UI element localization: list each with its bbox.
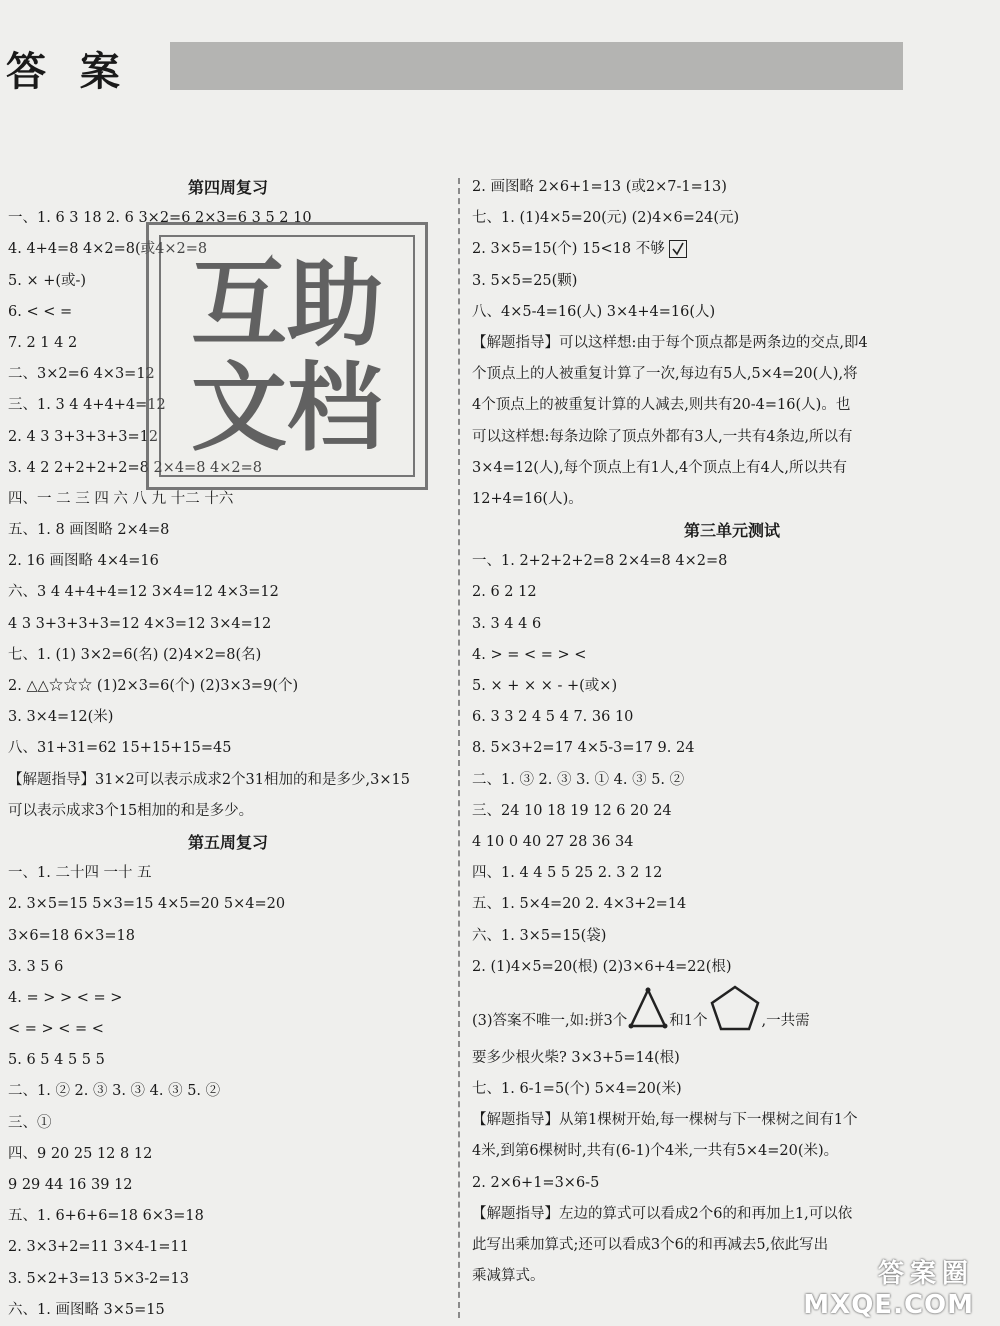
stamp-text-line1: 互助 [191, 248, 383, 360]
answer-line [8, 952, 448, 983]
answer-line [472, 702, 992, 733]
answer-line [472, 733, 992, 764]
answer-line [472, 671, 992, 702]
answer-text: 2. 6 2 12 [472, 584, 537, 601]
answer-line [472, 827, 992, 858]
answer-text: < = > < = < [8, 1021, 104, 1038]
answer-text: 4个顶点上的被重复计算的人减去,则共有20-4=16(人)。也 [472, 397, 851, 414]
answer-line [472, 203, 992, 234]
watermark-url: MXQE.COM [803, 1290, 974, 1320]
answer-text: 4米,到第6棵树时,共有(6-1)个4米,一共有5×4=20(米)。 [472, 1143, 839, 1160]
answer-line [472, 921, 992, 952]
answer-line [8, 733, 448, 764]
answer-line [8, 889, 448, 920]
stamp-watermark [146, 222, 428, 490]
answer-line [472, 328, 992, 359]
answer-line [8, 1232, 448, 1263]
answer-text: 八、4×5-4=16(人) 3×4+4=16(人) [472, 303, 716, 320]
answer-text: 二、1. ③ 2. ③ 3. ① 4. ③ 5. ② [472, 771, 685, 788]
answer-line [472, 1105, 992, 1136]
answer-text: 2. 3×5=15 5×3=15 4×5=20 5×4=20 [8, 896, 286, 913]
answer-line [8, 515, 448, 546]
answer-line [472, 1168, 992, 1199]
answer-line [472, 640, 992, 671]
answer-text: 2. 4 3 3+3+3+3=12 [8, 428, 159, 445]
answer-line [8, 1108, 448, 1139]
answer-text: 七、1. (1) 3×2=6(名) (2)4×2=8(名) [8, 646, 262, 663]
answer-line [472, 266, 992, 297]
pentagon-icon [708, 983, 762, 1059]
answer-text: ,一共需 [761, 1012, 810, 1029]
answer-line [8, 1014, 448, 1045]
column-divider [458, 178, 460, 1318]
answer-text: 第三单元测试 [683, 521, 780, 541]
stamp-text-line2: 文档 [191, 352, 383, 464]
answer-text: 3. 4 2 2+2+2+2=8 2×4=8 4×2=8 [8, 459, 263, 476]
answer-text: 乘减算式。 [472, 1268, 545, 1285]
answer-text: 5. × + × × - +(或×) [472, 678, 618, 694]
answer-line [8, 1076, 448, 1107]
answer-line [8, 609, 448, 640]
answer-text: 2. 画图略 2×6+1=13 (或2×7-1=13) [472, 179, 727, 195]
answer-text: 一、1. 2+2+2+2=8 2×4=8 4×2=8 [472, 553, 728, 570]
answer-text: 六、1. 画图略 3×5=15 [8, 1301, 165, 1318]
answer-line [8, 858, 448, 889]
answer-text: 三、1. 3 4 4+4+4=12 [8, 397, 166, 414]
answer-line [472, 952, 992, 983]
answer-text: 第五周复习 [187, 832, 268, 852]
answer-text: 2. △△☆☆☆ (1)2×3=6(个) (2)3×3=9(个) [8, 678, 299, 694]
answer-text: 4. 4+4=8 4×2=8(或4×2=8 [8, 241, 208, 258]
answer-line [472, 359, 992, 390]
answer-line [472, 889, 992, 920]
answer-line [8, 671, 448, 702]
answer-text: 二、3×2=6 4×3=12 [8, 366, 155, 383]
answer-line [472, 765, 992, 796]
answer-text: 可以这样想:每条边除了顶点外都有3人,一共有4条边,所以有 [472, 428, 853, 445]
answer-text: 可以表示成求3个15相加的和是多少。 [8, 802, 254, 819]
answer-text: 要多少根火柴? 3×3+5=14(根) [472, 1049, 680, 1066]
answer-line [472, 297, 992, 328]
answer-line [8, 983, 448, 1014]
answer-line [8, 1201, 448, 1232]
answer-text: 6. < < = [8, 303, 73, 320]
answer-text: 2. 2×6+1=3×6-5 [472, 1174, 600, 1191]
answer-text: 6. 3 3 2 4 5 4 7. 36 10 [472, 709, 634, 726]
answer-text: 五、1. 8 画图略 2×4=8 [8, 522, 170, 539]
answer-text: 八、31+31=62 15+15+15=45 [8, 740, 232, 757]
answer-text: 【解题指导】从第1棵树开始,每一棵树与下一棵树之间有1个 [472, 1112, 858, 1129]
answer-text: 4 3 3+3+3+3=12 4×3=12 3×4=12 [8, 615, 272, 632]
answer-text: 3. 3 5 6 [8, 958, 64, 975]
answer-text: 4 10 0 40 27 28 36 34 [472, 833, 634, 850]
answer-text: 三、24 10 18 19 12 6 20 24 [472, 802, 672, 819]
answer-text: 个顶点上的人被重复计算了一次,每边有5人,5×4=20(人),将 [472, 366, 858, 383]
answer-line [472, 453, 992, 484]
answer-text: 【解题指导】可以这样想:由于每个顶点都是两条边的交点,即4 [472, 334, 868, 351]
answer-line [472, 1136, 992, 1167]
answer-line [472, 577, 992, 608]
answer-text: 3. 3×4=12(米) [8, 709, 114, 726]
header-bar [170, 42, 903, 90]
site-watermark [803, 1253, 974, 1320]
answer-text: 5. × +(或-) [8, 272, 87, 289]
watermark-logo: 答案圈 [877, 1259, 974, 1289]
answer-text: 二、1. ② 2. ③ 3. ③ 4. ③ 5. ② [8, 1083, 221, 1100]
answer-line [472, 1199, 992, 1230]
answer-text: 七、1. 6-1=5(个) 5×4=20(米) [472, 1081, 682, 1098]
answer-text: 七、1. (1)4×5=20(元) (2)4×6=24(元) [472, 210, 740, 227]
answer-line [8, 1139, 448, 1170]
answer-line [8, 546, 448, 577]
answer-text: 一、1. 二十四 一十 五 [8, 865, 152, 882]
answer-line [472, 422, 992, 453]
answer-text: 9 29 44 16 39 12 [8, 1177, 133, 1193]
answer-text: (3)答案不唯一,如:拼3个 [472, 1012, 628, 1029]
checkmark-icon [669, 240, 687, 258]
answer-text: 8. 5×3+2=17 4×5-3=17 9. 24 [472, 740, 695, 757]
answer-line [8, 1295, 448, 1326]
right-column [472, 172, 992, 1292]
answer-line [472, 609, 992, 640]
answer-line [8, 1045, 448, 1076]
answer-text: 3. 5×2+3=13 5×3-2=13 [8, 1270, 189, 1287]
answer-text: 5. 6 5 4 5 5 5 [8, 1052, 105, 1069]
answer-text: 五、1. 6+6+6=18 6×3=18 [8, 1208, 204, 1225]
answer-text: 【解题指导】31×2可以表示成求2个31相加的和是多少,3×15 [8, 771, 410, 788]
answer-text: 3. 3 4 4 6 [472, 615, 542, 632]
answer-line [472, 546, 992, 577]
answer-text: 四、1. 4 4 5 5 25 2. 3 2 12 [472, 865, 663, 882]
answer-text: 12+4=16(人)。 [472, 490, 583, 507]
answer-text: 一、1. 6 3 18 2. 6 3×2=6 2×3=6 3 5 2 10 [8, 210, 312, 227]
answer-line [472, 172, 992, 203]
answer-text: 五、1. 5×4=20 2. 4×3+2=14 [472, 896, 687, 913]
answer-line [8, 702, 448, 733]
section-title [472, 515, 992, 546]
answer-line [472, 983, 992, 1043]
answer-text: 和1个 [669, 1012, 708, 1029]
section-title [8, 827, 448, 858]
answer-text: 2. 3×3+2=11 3×4-1=11 [8, 1239, 189, 1256]
page-title: 答 案 [6, 49, 130, 95]
answer-line [8, 765, 448, 796]
answer-line [472, 484, 992, 515]
answer-text: 4. > = < = > < [472, 646, 587, 663]
answer-text: 此写出乘加算式;还可以看成3个6的和再减去5,依此写出 [472, 1237, 829, 1253]
answer-line [8, 640, 448, 671]
answer-text: 7. 2 1 4 2 [8, 334, 78, 351]
answer-text: 2. (1)4×5=20(根) (2)3×6+4=22(根) [472, 958, 732, 975]
answer-text: 第四周复习 [187, 178, 268, 197]
answer-text: 【解题指导】左边的算式可以看成2个6的和再加上1,可以依 [472, 1205, 853, 1222]
answer-text: 三、① [8, 1114, 52, 1131]
answer-line [8, 1170, 448, 1201]
answer-line [8, 796, 448, 827]
answer-text: 3. 5×5=25(颗) [472, 272, 578, 289]
answer-text: 四、一 二 三 四 六 八 九 十二 十六 [8, 490, 234, 507]
answer-line [472, 858, 992, 889]
answer-text: 六、1. 3×5=15(袋) [472, 927, 607, 944]
answer-line [472, 796, 992, 827]
answer-line [472, 390, 992, 421]
answer-text: 2. 3×5=15(个) 15<18 不够 [472, 241, 665, 258]
answer-line [8, 1264, 448, 1295]
answer-line [8, 921, 448, 952]
answer-text: 六、3 4 4+4+4=12 3×4=12 4×3=12 [8, 584, 279, 601]
answer-text: 3×4=12(人),每个顶点上有1人,4个顶点上有4人,所以共有 [472, 459, 848, 476]
answer-text: 四、9 20 25 12 8 12 [8, 1145, 153, 1162]
answer-line [8, 577, 448, 608]
answer-text: 3×6=18 6×3=18 [8, 927, 136, 944]
answer-text: 4. = > > < = > [8, 989, 123, 1006]
section-title [8, 172, 448, 203]
answer-text: 2. 16 画图略 4×4=16 [8, 553, 159, 570]
answer-line [472, 234, 992, 265]
answer-line [472, 1074, 992, 1105]
